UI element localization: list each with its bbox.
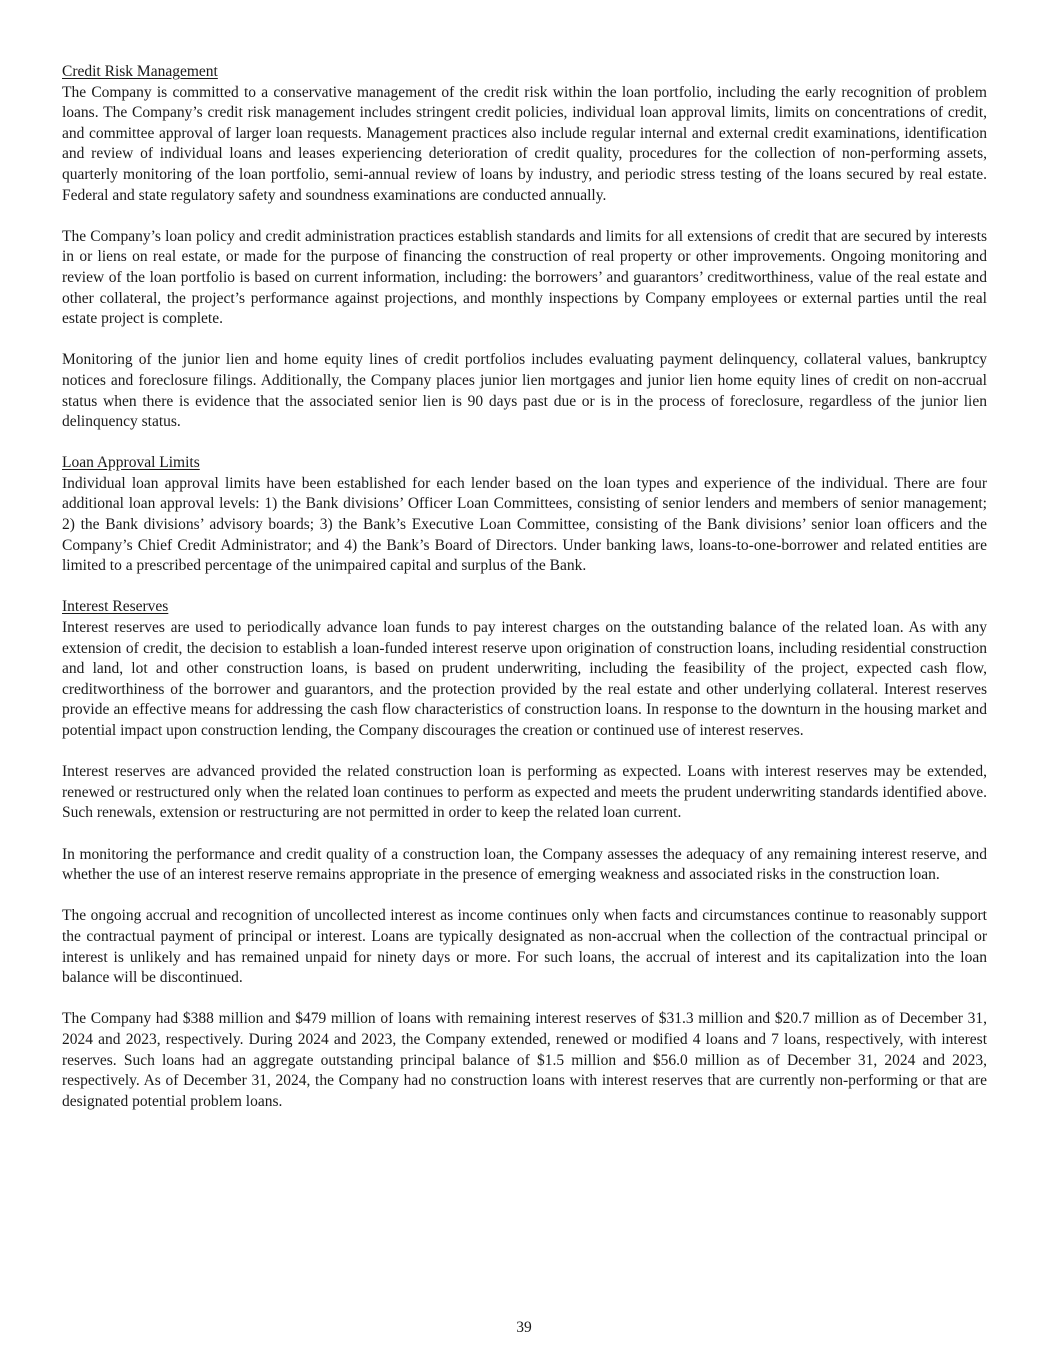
section-loan-approval-limits bbox=[62, 453, 987, 577]
paragraph-spacer bbox=[62, 206, 987, 227]
paragraph-spacer bbox=[62, 742, 987, 763]
section-heading: Interest Reserves bbox=[62, 598, 169, 616]
document-page bbox=[62, 62, 987, 1112]
paragraph: Interest reserves are advanced provided the related construction loan is performing as expected. Loans with interest reserves may be extended, renewed or restructured only when the related loan continues to perform as expected and meets the prudent underwriting standards identified above. Such renewals, extension or restructuring are not permitted in order to keep the related loan current. bbox=[62, 763, 987, 822]
paragraph-spacer bbox=[62, 989, 987, 1010]
paragraph: The Company is committed to a conservative management of the credit risk within the loan portfolio, including the early recognition of problem loans. The Company’s credit risk management includes stringent credit policies, individual loan approval limits, limits on concentrations of credit, and committee approval of larger loan requests. Management practices also include regular internal and external credit examinations, identification and review of individual loans and leases experiencing deterioration of credit quality, procedures for the collection of non-performing assets, quarterly monitoring of the loan portfolio, semi-annual review of loans by industry, and periodic stress testing of the loans secured by real estate. Federal and state regulatory safety and soundness examinations are conducted annually. bbox=[62, 83, 987, 204]
paragraph-spacer bbox=[62, 886, 987, 907]
section-interest-reserves bbox=[62, 597, 987, 1112]
paragraph-spacer bbox=[62, 824, 987, 845]
section-spacer bbox=[62, 577, 987, 598]
paragraph: The Company’s loan policy and credit administration practices establish standards and limits for all extensions of credit that are secured by interests in or liens on real estate, or made for the purpose of financing the construction of real property or other improvements. Ongoing monitoring and review of the loan portfolio is based on current information, including: the borrowers’ and guarantors’ creditworthiness, value of the real estate and other collateral, the project’s performance against projections, and monthly inspections by Company employees or external parties until the real estate project is complete. bbox=[62, 227, 987, 328]
paragraph-spacer bbox=[62, 330, 987, 351]
paragraph: Monitoring of the junior lien and home equity lines of credit portfolios includes evaluating payment delinquency, collateral values, bankruptcy notices and foreclosure filings. Additionally, the Company places junior lien mortgages and junior lien home equity lines of credit on non-accrual status when there is evidence that the associated senior lien is 90 days past due or is in the process of foreclosure, regardless of the junior lien delinquency status. bbox=[62, 351, 987, 431]
section-spacer bbox=[62, 433, 987, 454]
paragraph: The Company had $388 million and $479 million of loans with remaining interest reserves of $31.3 million and $20.7 million as of December 31, 2024 and 2023, respectively. During 2024 and 2023, the Company extended, renewed or modified 4 loans and 7 loans, respectively, with interest reserves. Such loans had an aggregate outstanding principal balance of $1.5 million and $56.0 million as of December 31, 2024 and 2023, respectively. As of December 31, 2024, the Company had no construction loans with interest reserves that are currently non-performing or that are designated potential problem loans. bbox=[62, 1010, 987, 1110]
section-credit-risk-management bbox=[62, 62, 987, 433]
paragraph: The ongoing accrual and recognition of uncollected interest as income continues only when facts and circumstances continue to reasonably support the contractual payment of principal or interest. Loans are typically designated as non-accrual when the collection of the contractual principal or interest is unlikely and has remained unpaid for ninety days or more. For such loans, the accrual of interest and its capitalization into the loan balance will be discontinued. bbox=[62, 907, 987, 987]
section-heading: Loan Approval Limits bbox=[62, 454, 200, 472]
page-number: 39 bbox=[516, 1319, 532, 1336]
paragraph: Interest reserves are used to periodically advance loan funds to pay interest charges on the outstanding balance of the related loan. As with any extension of credit, the decision to establish a loan-funded interest reserve upon origination of construction loans, including residential construction and land, lot and other construction loans, is based on prudent underwriting, including the feasibility of the project, expected cash flow, creditworthiness of the borrower and guarantors, and the protection provided by the real estate and other underlying collateral. Interest reserves provide an effective means for addressing the cash flow characteristics of construction loans. In response to the downturn in the housing market and potential impact upon construction lending, the Company discourages the creation or continued use of interest reserves. bbox=[62, 619, 987, 739]
section-heading: Credit Risk Management bbox=[62, 63, 218, 80]
paragraph: Individual loan approval limits have been established for each lender based on the loan types and experience of the individual. There are four additional loan approval levels: 1) the Bank divisions’ Officer Loan Committees, consisting of senior lenders and members of senior management; 2) the Bank divisions’ advisory boards; 3) the Bank’s Executive Loan Committee, consisting of the Bank divisions’ senior loan officers and the Company’s Chief Credit Administrator; and 4) the Bank’s Board of Directors. Under banking laws, loans-to-one-borrower and related entities are limited to a prescribed percentage of the unimpaired capital and surplus of the Bank. bbox=[62, 474, 987, 575]
paragraph: In monitoring the performance and credit quality of a construction loan, the Company assesses the adequacy of any remaining interest reserve, and whether the use of an interest reserve remains appropriate in the presence of emerging weakness and associated risks in the construction loan. bbox=[62, 845, 987, 884]
